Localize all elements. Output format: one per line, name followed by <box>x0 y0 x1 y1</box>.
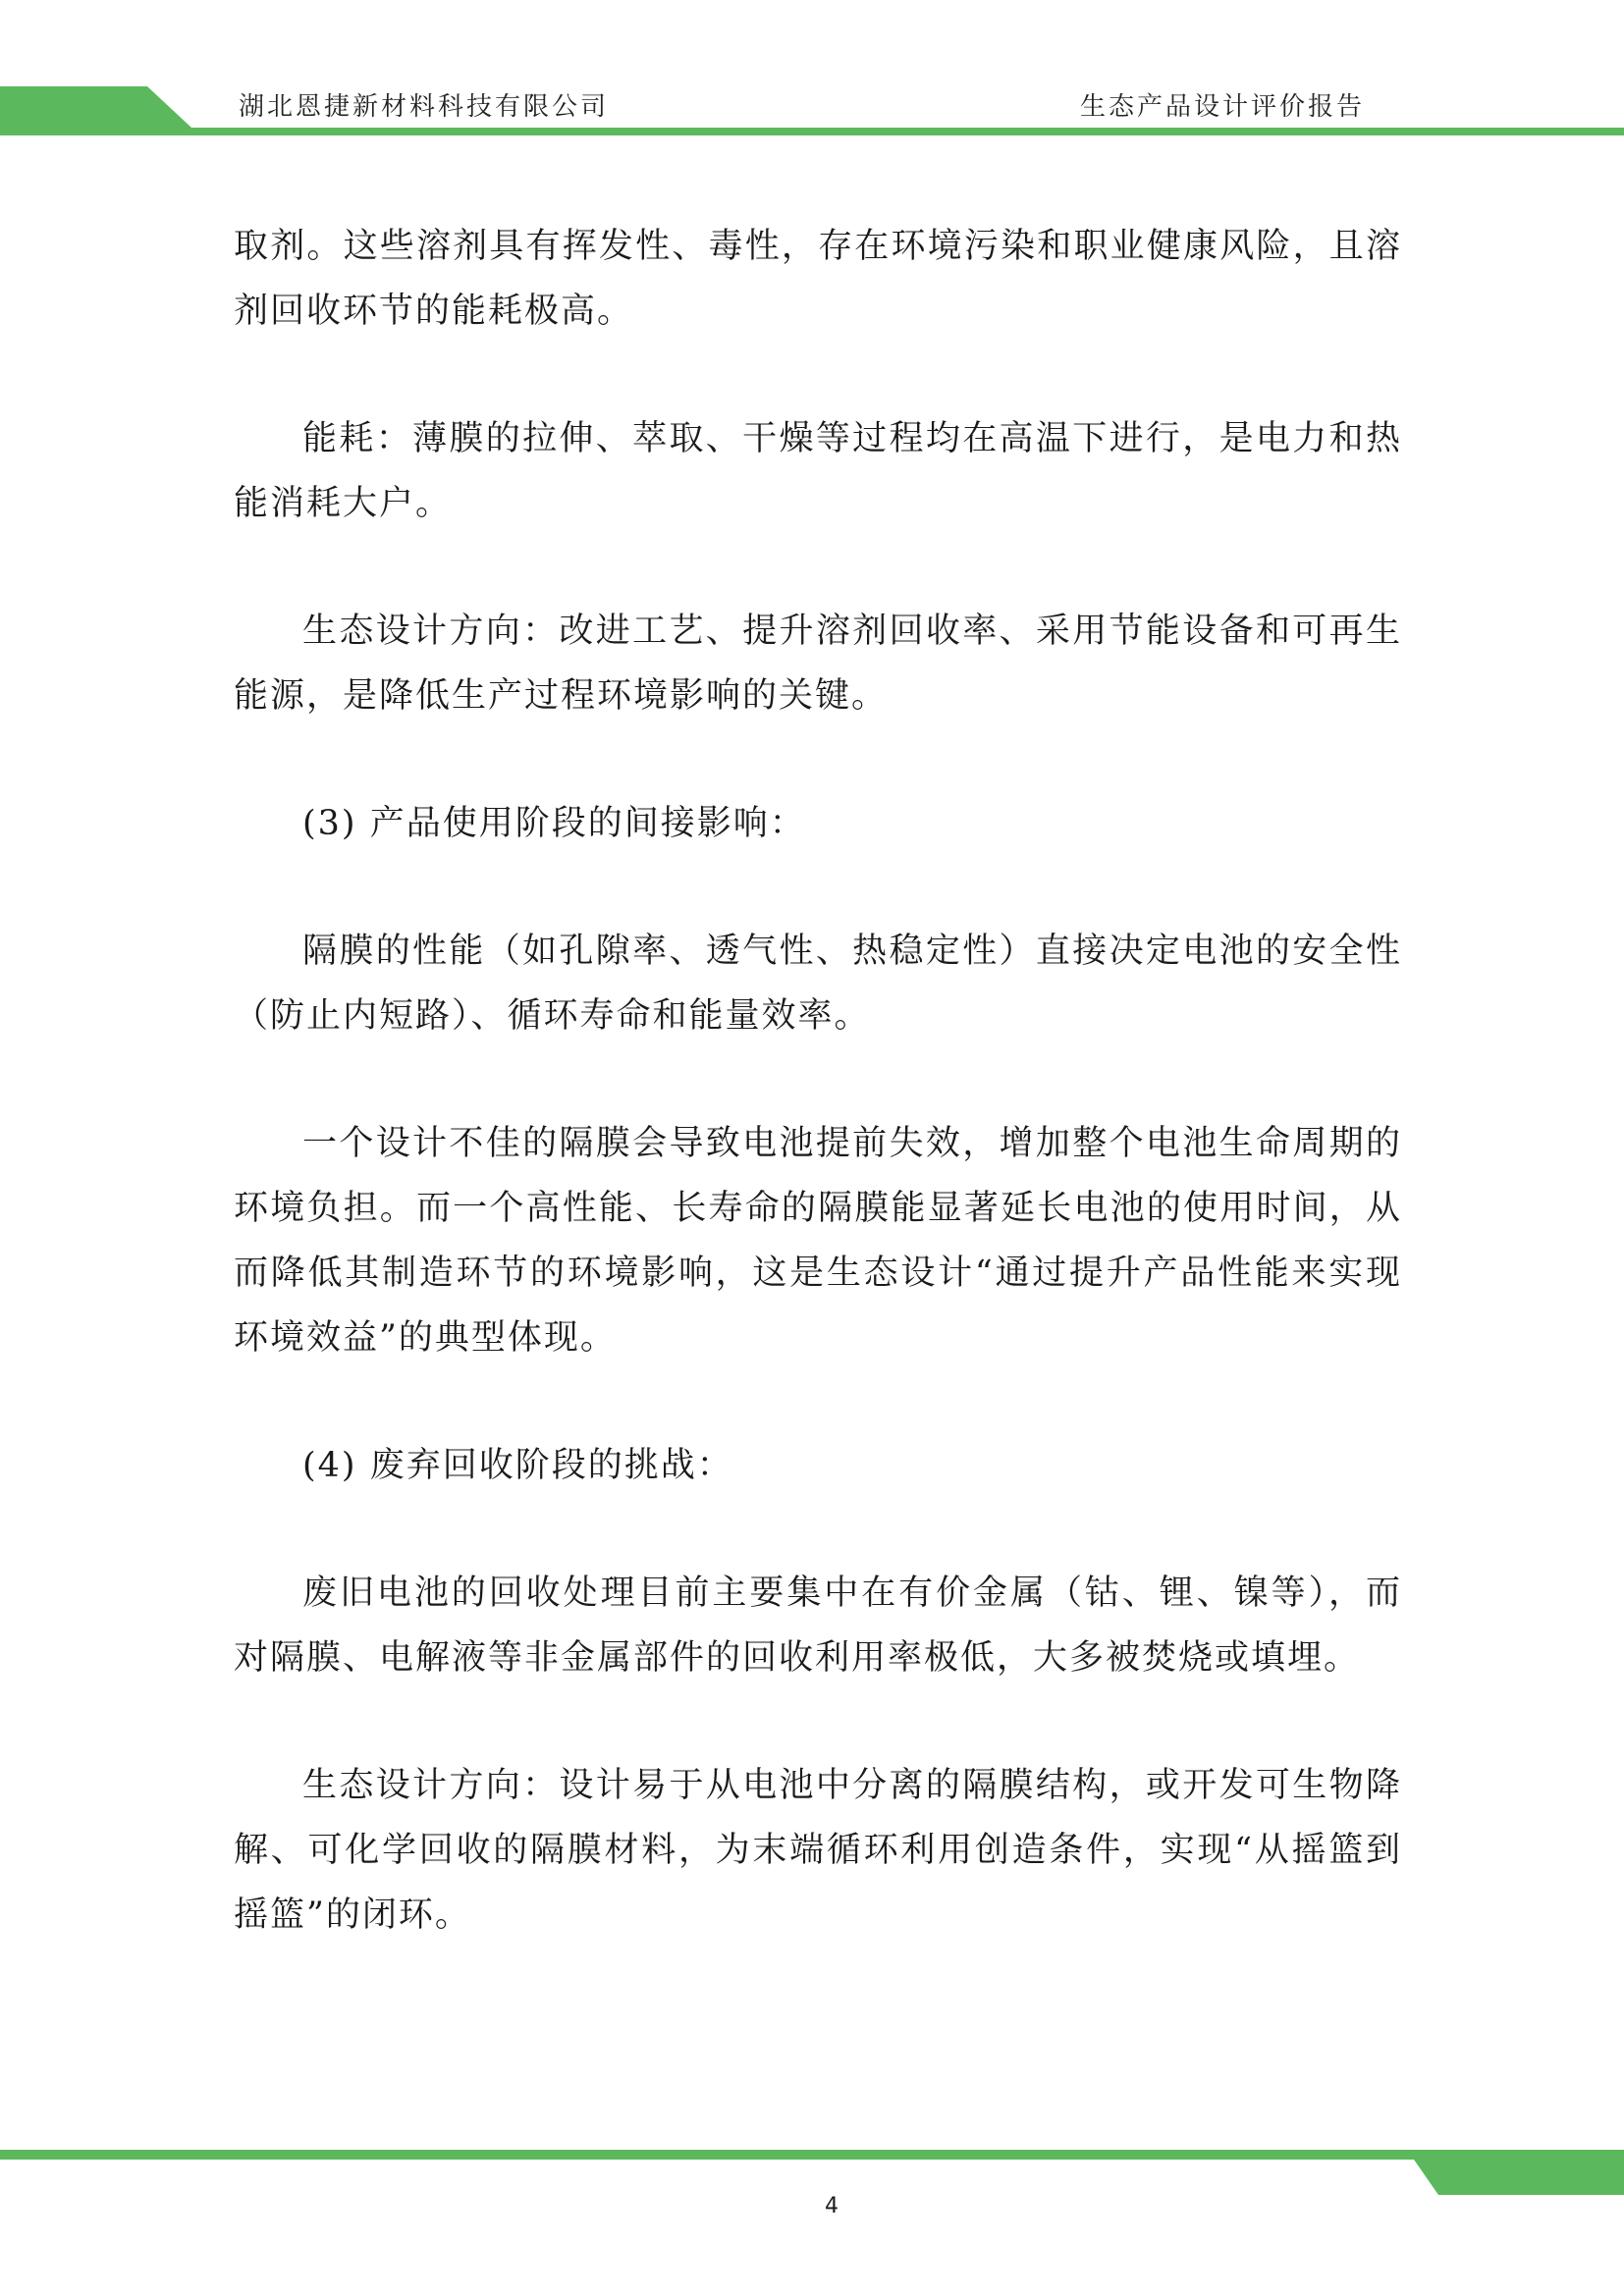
section-heading: (3) 产品使用阶段的间接影响： <box>302 804 806 843</box>
header-company-name: 湖北恩捷新材料科技有限公司 <box>239 92 610 122</box>
document-body <box>234 214 1402 2010</box>
paragraph: 一个设计不佳的隔膜会导致电池提前失效，增加整个电池生命周期的环境负担。而一个高性能、长寿命的隔膜能显著延长电池的使用时间，从而降低其制造环节的环境影响，这是生态设计“通过提升产品性能来实现环境效益”的典型体现。 <box>234 1124 1402 1358</box>
page-number: 4 <box>825 2194 839 2218</box>
paragraph: 取剂。这些溶剂具有挥发性、毒性，存在环境污染和职业健康风险，且溶剂回收环节的能耗极高。 <box>234 227 1402 331</box>
paragraph: 生态设计方向：改进工艺、提升溶剂回收率、采用节能设备和可再生能源，是降低生产过程环境影响的关键。 <box>234 612 1402 716</box>
header-report-title: 生态产品设计评价报告 <box>1079 92 1365 122</box>
paragraph: 废旧电池的回收处理目前主要集中在有价金属（钴、锂、镍等），而对隔膜、电解液等非金属部件的回收利用率极低，大多被焚烧或填埋。 <box>234 1574 1402 1678</box>
paragraph: 生态设计方向：设计易于从电池中分离的隔膜结构，或开发可生物降解、可化学回收的隔膜材料，为末端循环利用创造条件，实现“从摇篮到摇篮”的闭环。 <box>234 1766 1402 1935</box>
footer-green-rule <box>0 2150 1624 2199</box>
section-heading: (4) 废弃回收阶段的挑战： <box>302 1446 733 1485</box>
paragraph: 隔膜的性能（如孔隙率、透气性、热稳定性）直接决定电池的安全性（防止内短路）、循环寿命和能量效率。 <box>234 932 1402 1036</box>
paragraph: 能耗：薄膜的拉伸、萃取、干燥等过程均在高温下进行，是电力和热能消耗大户。 <box>234 419 1402 523</box>
